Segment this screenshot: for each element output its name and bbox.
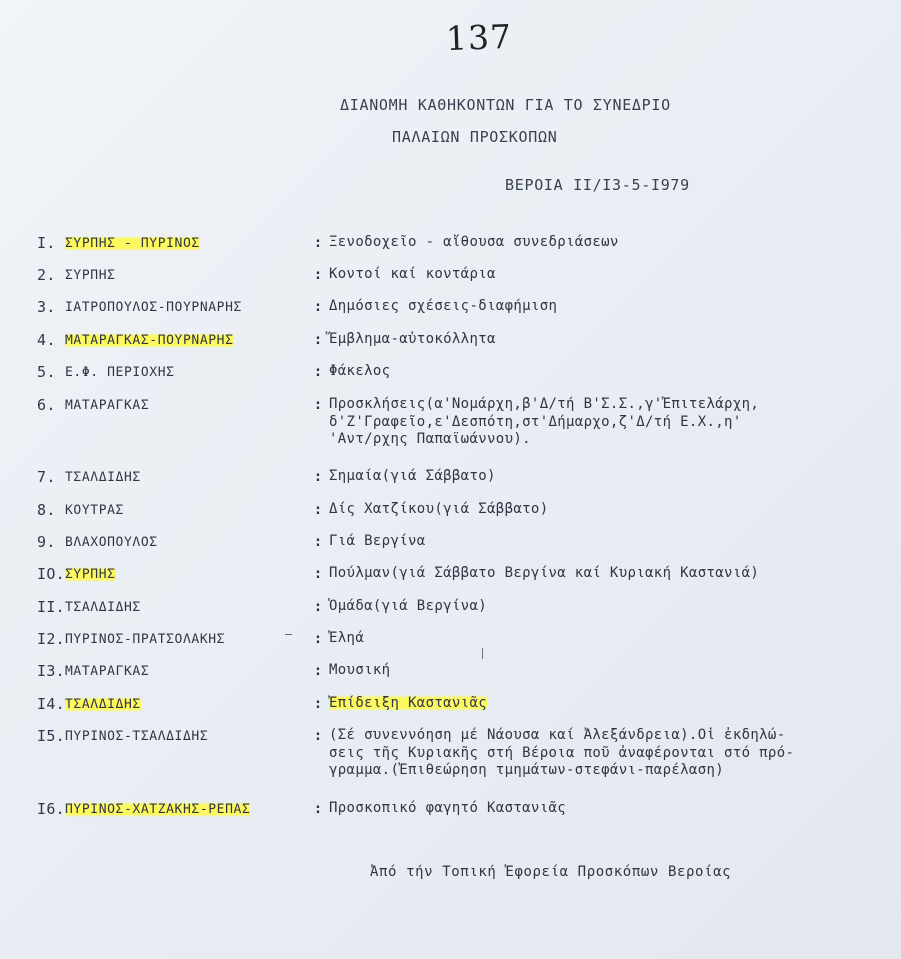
duty-row-10	[37, 563, 867, 591]
duty-number: IO.	[37, 565, 65, 583]
assignee-highlight: ΠΥΡΙΝΟΣ-ΧΑΤΖΑΚΗΣ-ΡΕΠΑΣ	[65, 802, 251, 817]
page-number: 137	[445, 16, 513, 59]
duty-row-16	[37, 798, 867, 826]
duty-row-8	[37, 499, 867, 527]
duty-row-1	[37, 232, 867, 260]
duty-number: I5.	[37, 727, 65, 745]
duty-number: I3.	[37, 662, 65, 680]
duty-row-4	[37, 329, 867, 357]
assignee-highlight: ΣΥΡΠΗΣ - ΠΥΡΙΝΟΣ	[65, 236, 200, 251]
assignee-highlight: ΜΑΤΑΡΑΓΚΑΣ-ΠΟΥΡΝΑΡΗΣ	[65, 333, 234, 348]
duty-number: 4.	[37, 331, 56, 349]
duty-assignee: ΣΥΡΠΗΣ	[65, 268, 116, 283]
duty-assignee: ΠΥΡΙΝΟΣ-ΠΡΑΤΣΟΛΑΚΗΣ	[65, 632, 226, 647]
duty-description: Ἔμβλημα-αὐτοκόλλητα	[329, 331, 496, 347]
duty-description: Ὁμάδα(γιά Βεργίνα)	[329, 598, 488, 614]
colon-separator: :	[313, 469, 323, 485]
duty-assignee: ΤΣΑΛΔΙΔΗΣ	[65, 600, 141, 615]
duty-description: Γιά Βεργίνα	[329, 533, 426, 549]
colon-separator: :	[313, 728, 323, 744]
duty-assignee	[65, 329, 307, 348]
duty-description	[329, 693, 867, 713]
assignee-highlight: ΤΣΑΛΔΙΔΗΣ	[65, 697, 141, 712]
duty-description: Δίς Χατζίκου(γιά Σάββατο)	[329, 501, 549, 517]
duty-description: Προσκοπικό φαγητό Καστανιᾶς	[329, 800, 567, 816]
duty-row-15	[37, 725, 867, 793]
document-title: ΔΙΑΝΟΜΗ ΚΑΘΗΚΟΝΤΩΝ ΓΙΑ ΤΟ ΣΥΝΕΔΡΙΟ	[340, 96, 671, 114]
duty-row-5	[37, 361, 867, 389]
colon-separator: :	[313, 696, 323, 712]
duty-assignee: ΒΛΑΧΟΠΟΥΛΟΣ	[65, 535, 158, 550]
duty-description: Κοντοί καί κοντάρια	[329, 266, 496, 282]
duty-assignee: ΤΣΑΛΔΙΔΗΣ	[65, 470, 141, 485]
duty-description: Πούλμαν(γιά Σάββατο Βεργίνα καί Κυριακή Καστανιά)	[329, 565, 760, 581]
colon-separator: :	[313, 631, 323, 647]
colon-separator: :	[313, 364, 323, 380]
duty-number: 7.	[37, 468, 56, 486]
duty-assignee: ΚΟΥΤΡΑΣ	[65, 503, 124, 518]
duty-assignee	[65, 563, 307, 582]
duty-number: I.	[37, 234, 56, 252]
duty-row-6	[37, 394, 867, 460]
colon-separator: :	[313, 267, 323, 283]
duty-assignee	[65, 798, 307, 817]
duty-assignee: ΙΑΤΡΟΠΟΥΛΟΣ-ΠΟΥΡΝΑΡΗΣ	[65, 300, 242, 315]
duty-number: 5.	[37, 363, 56, 381]
colon-separator: :	[313, 502, 323, 518]
duty-row-13	[37, 660, 867, 688]
duty-description: Σημαία(γιά Σάββατο)	[329, 468, 496, 484]
duty-number: 6.	[37, 396, 56, 414]
document-subtitle: ΠΑΛΑΙΩΝ ΠΡΟΣΚΟΠΩΝ	[392, 128, 558, 146]
duty-number: I4.	[37, 695, 65, 713]
duty-description: Προσκλήσεις(α'Νομάρχη,β'Δ/τή Β'Σ.Σ.,γ'Ἐπιτελάρχη, δ'Ζ'Γραφεῖο,ε'Δεσπότη,στ'Δήμαρχο,ζ'Δ/τή Ε.Χ.,η' 'Αντ/ρχης Παπαϊωάννου).	[329, 396, 760, 447]
duty-number: I2.	[37, 630, 65, 648]
colon-separator: :	[313, 566, 323, 582]
stray-mark	[285, 634, 292, 635]
duty-number: II.	[37, 598, 65, 616]
duty-description: Ἐληά	[329, 630, 365, 646]
assignee-highlight: ΣΥΡΠΗΣ	[65, 567, 116, 582]
duty-description: (Σέ συνεννόηση μέ Νάουσα καί Ἀλεξάνδρεια).Οἱ ἐκδηλώ- σεις τῆς Κυριακῆς στή Βέροια ποῦ ἀναφέρονται στό πρό- γραμμα.(Ἐπιθεώρηση τμημάτων-στεφάνι-παρέλαση)	[329, 727, 795, 778]
duty-assignee: ΜΑΤΑΡΑΓΚΑΣ	[65, 664, 150, 679]
duty-description: Ξενοδοχεῖο - αἴθουσα συνεδριάσεων	[329, 234, 619, 250]
colon-separator: :	[313, 299, 323, 315]
colon-separator: :	[313, 801, 323, 817]
duty-number: 2.	[37, 266, 56, 284]
duty-description: Δημόσιες σχέσεις-διαφήμιση	[329, 298, 558, 314]
duty-description: Μουσική	[329, 662, 391, 678]
document-date: ΒΕΡΟΙΑ II/I3-5-I979	[505, 176, 690, 194]
duty-row-2	[37, 264, 867, 292]
duty-highlight: Ἐπίδειξη Καστανιᾶς	[329, 695, 488, 711]
duty-row-11	[37, 596, 867, 624]
duty-row-12	[37, 628, 867, 656]
colon-separator: :	[313, 332, 323, 348]
colon-separator: :	[313, 663, 323, 679]
duty-row-7	[37, 466, 867, 494]
issuer-signature: Ἀπό τήν Τοπική Ἐφορεία Προσκόπων Βεροίας	[370, 864, 732, 880]
duty-description: Φάκελος	[329, 363, 391, 379]
duty-assignee: ΜΑΤΑΡΑΓΚΑΣ	[65, 398, 150, 413]
duty-assignee: ΠΥΡΙΝΟΣ-ΤΣΑΛΔΙΔΗΣ	[65, 729, 209, 744]
colon-separator: :	[313, 235, 323, 251]
duty-row-9	[37, 531, 867, 559]
duty-number: 9.	[37, 533, 56, 551]
duty-assignee: Ε.Φ. ΠΕΡΙΟΧΗΣ	[65, 365, 175, 380]
duty-number: 3.	[37, 298, 56, 316]
duty-number: 8.	[37, 501, 56, 519]
duty-row-14	[37, 693, 867, 721]
colon-separator: :	[313, 534, 323, 550]
colon-separator: :	[313, 599, 323, 615]
colon-separator: :	[313, 397, 323, 413]
duty-row-3	[37, 296, 867, 324]
duty-assignee	[65, 232, 307, 251]
duty-assignee	[65, 693, 307, 712]
stray-mark	[482, 648, 483, 659]
duty-number: I6.	[37, 800, 65, 818]
